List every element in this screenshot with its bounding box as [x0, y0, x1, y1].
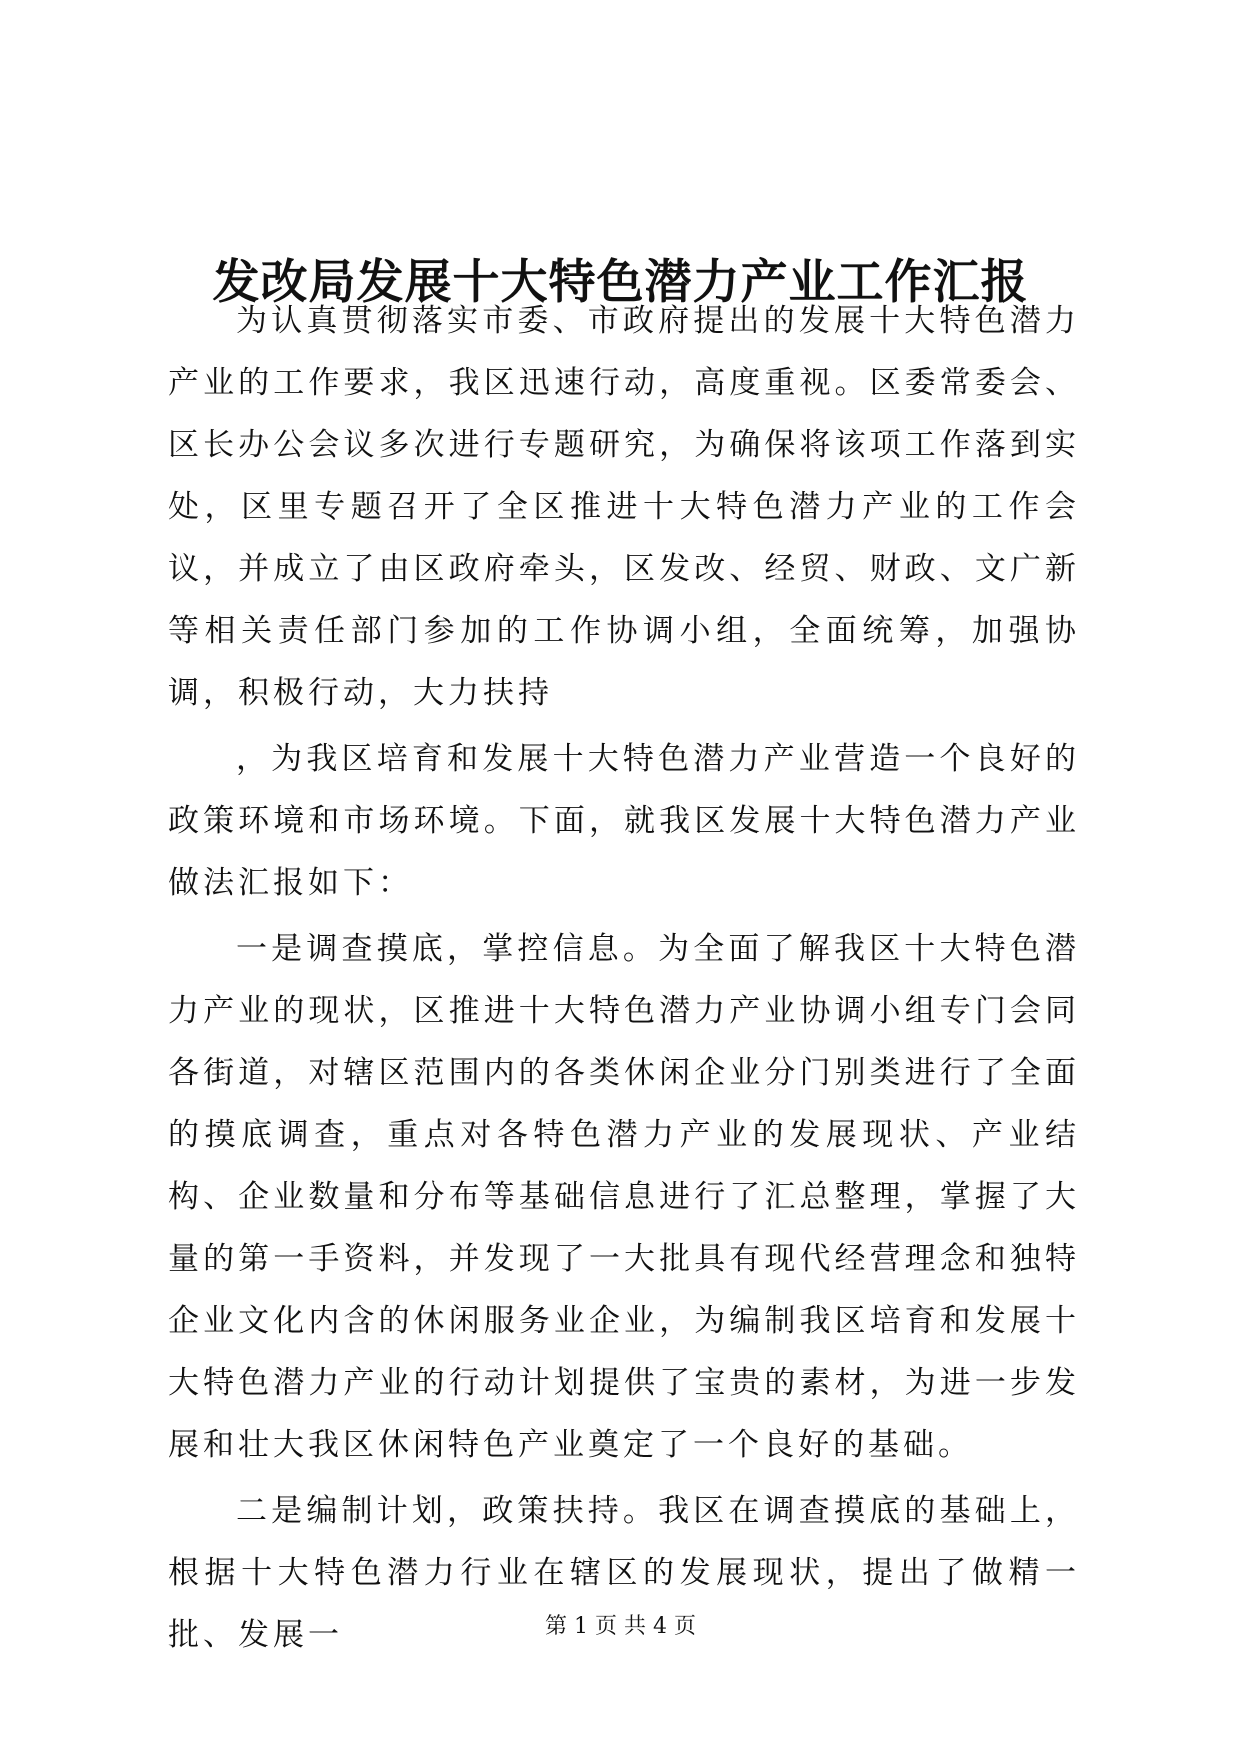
paragraph-intro: 为认真贯彻落实市委、市政府提出的发展十大特色潜力产业的工作要求，我区迅速行动，高度重视。区委常委会、区长办公会议多次进行专题研究，为确保将该项工作落到实处，区里专题召开了全区推进十大特色潜力产业的工作会议，并成立了由区政府牵头，区发改、经贸、财政、文广新等相关责任部门参加的工作协调小组，全面统筹，加强协调，积极行动，大力扶持 [168, 303, 1080, 711]
document-body [168, 290, 1080, 1666]
paragraph-survey: 一是调查摸底，掌控信息。为全面了解我区十大特色潜力产业的现状，区推进十大特色潜力产业协调小组专门会同各街道，对辖区范围内的各类休闲企业分门别类进行了全面的摸底调查，重点对各特色潜力产业的发展现状、产业结构、企业数量和分布等基础信息进行了汇总整理，掌握了大量的第一手资料，并发现了一大批具有现代经营理念和独特企业文化内含的休闲服务业企业，为编制我区培育和发展十大特色潜力产业的行动计划提供了宝贵的素材，为进一步发展和壮大我区休闲特色产业奠定了一个良好的基础。 [168, 931, 1080, 1463]
paragraph-planning: 二是编制计划，政策扶持。我区在调查摸底的基础上，根据十大特色潜力行业在辖区的发展现状，提出了做精一批、发展一 [168, 1493, 1080, 1653]
page-number-footer: 第 1 页 共 4 页 [545, 1614, 696, 1639]
paragraph-intro-continued: ，为我区培育和发展十大特色潜力产业营造一个良好的政策环境和市场环境。下面，就我区发展十大特色潜力产业做法汇报如下： [168, 741, 1080, 901]
document-title: 发改局发展十大特色潜力产业工作汇报 [212, 255, 1029, 311]
